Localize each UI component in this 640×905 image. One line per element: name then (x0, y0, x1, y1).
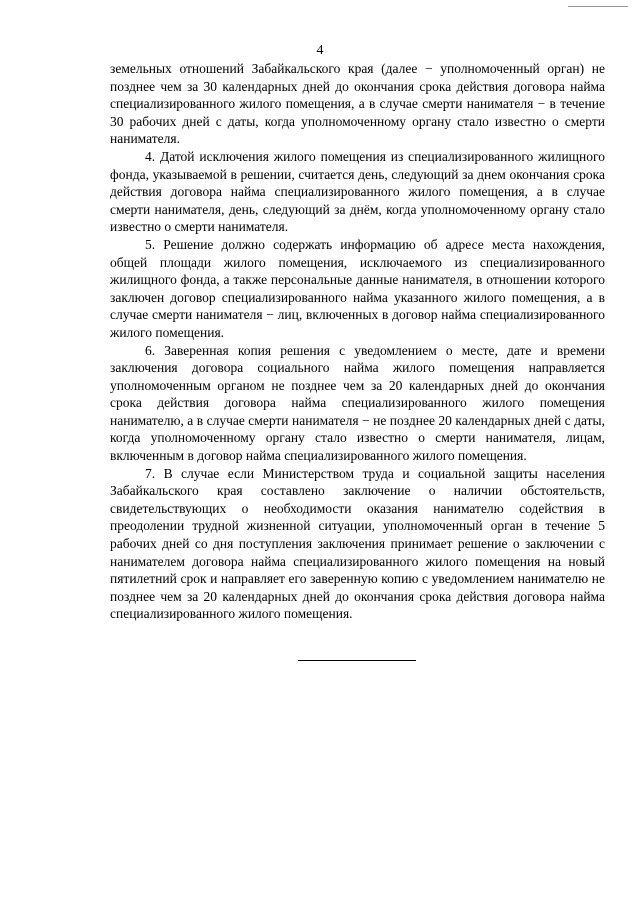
paragraph-item-7: 7. В случае если Министерством труда и социальной защиты населения Забайкальского края составлено заключение о наличии обстоятельств, свидетельствующих о необходимости оказания нанимателю содействия в преодолении трудной жизненной ситуации, уполномоченный орган в течение 5 рабочих дней со дня поступления заключения принимает решение о заключении с нанимателем договора найма специализированного жилого помещения на новый пятилетний срок и направляет его заверенную копию с уведомлением нанимателю не позднее чем за 20 календарных дней до окончания срока действия договора найма специализированного жилого помещения. (110, 465, 605, 622)
document-body (110, 60, 605, 623)
paragraph-item-6: 6. Заверенная копия решения с уведомлением о месте, дате и времени заключения договора социального найма жилого помещения направляется уполномоченным органом не позднее чем за 20 календарных дней до окончания срока действия договора найма специализированного жилого помещения нанимателю, а в случае смерти нанимателя − не позднее 20 календарных дней с даты, когда уполномоченному органу стало известно о смерти нанимателя, лицам, включенным в договор найма специализированного жилого помещения. (110, 342, 605, 464)
paragraph-continuation: земельных отношений Забайкальского края (далее − уполномоченный орган) не позднее чем за 30 календарных дней до окончания срока действия договора найма специализированного жилого помещения, а в случае смерти нанимателя − в течение 30 рабочих дней с даты, когда уполномоченному органу стало известно о смерти нанимателя. (110, 61, 605, 147)
paragraph-item-5: 5. Решение должно содержать информацию об адресе места нахождения, общей площади жилого помещения, исключаемого из специализированного жилищного фонда, а также персональные данные нанимателя, в отношении которого заключен договор специализированного найма указанного жилого помещения, а в случае смерти нанимателя − лиц, включенных в договор найма специализированного жилого помещения. (110, 236, 605, 340)
end-of-document-rule (298, 660, 416, 661)
paragraph-item-4: 4. Датой исключения жилого помещения из специализированного жилищного фонда, указываемой в решении, считается день, следующий за днем окончания срока действия договора найма специализированного жилого помещения, а в случае смерти нанимателя, день, следующий за днём, когда уполномоченному органу стало известно о смерти нанимателя. (110, 148, 605, 235)
page-number: 4 (316, 43, 324, 58)
scan-edge-mark (568, 0, 628, 7)
